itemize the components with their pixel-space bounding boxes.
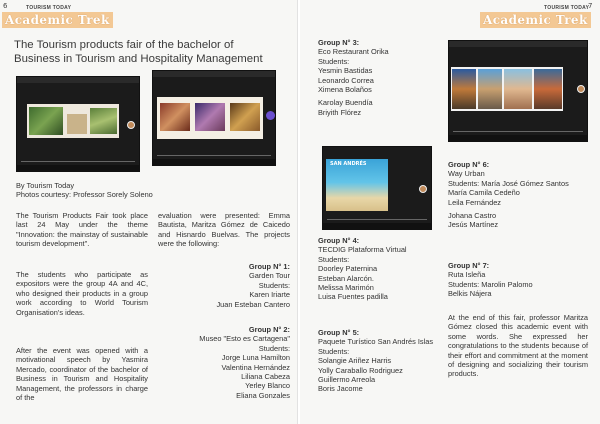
group-heading: Group N° 5: <box>318 328 360 337</box>
student-name: Yerley Blanco <box>245 381 290 391</box>
project-name: Paquete Turístico San Andrés Islas <box>318 337 434 347</box>
student-name: Juan Esteban Cantero <box>216 299 290 309</box>
slide-photo <box>504 69 532 109</box>
paragraph: The students who participate as expositors were the group 4A and 4C, who designed their products in a group work according to World Tourism Organisation's ideas. <box>16 270 148 317</box>
student-name: Esteban Alarcón. <box>318 273 374 283</box>
group-block <box>448 160 588 230</box>
student-name: Valentina Hernández <box>221 362 290 372</box>
playback-progress <box>453 131 583 132</box>
slide-title: SAN ANDRÉS <box>330 161 367 167</box>
group-block <box>158 262 290 309</box>
video-call-screenshot <box>152 70 276 166</box>
student-name: Liliana Cabeza <box>241 372 290 382</box>
students-line: Students: María José Gómez Santos <box>448 178 569 188</box>
group-block <box>318 38 442 117</box>
project-name: Eco Restaurant Orika <box>318 47 389 57</box>
student-name: Boris Jacome <box>318 384 363 394</box>
project-name: Way Urban <box>448 169 485 179</box>
photo-credits: Photos courtesy: Professor Sorely Soleno <box>16 190 153 200</box>
participant-avatar <box>577 85 585 93</box>
student-name: Solangie Ariñez Harris <box>318 356 392 366</box>
group-heading: Group N° 6: <box>448 160 490 169</box>
left-page <box>0 0 298 424</box>
magazine-brand: TOURISM TODAY <box>26 5 72 11</box>
author-line: By Tourism Today <box>16 181 75 190</box>
section-watermark: Academic Trek <box>2 12 113 28</box>
group-heading: Group N° 1: <box>248 262 290 271</box>
student-name: Jorge Luna Hamilton <box>221 353 290 363</box>
slide-photo <box>29 107 63 135</box>
project-name: Garden Tour <box>249 271 290 281</box>
participant-avatar <box>127 121 135 129</box>
call-toolbar <box>17 165 139 171</box>
page-number: 6 <box>3 2 8 10</box>
slide-photo <box>195 103 225 131</box>
group-heading: Group N° 7: <box>448 261 490 270</box>
closing-paragraph: At the end of this fair, professor Maritza Gómez closed this academic event with some words. She expressed her congratulations to the students because of their effort and commitment at the moment of designing and socializing their tourism products. <box>448 313 588 379</box>
student-name: Karolay Buendía <box>318 98 373 108</box>
paragraph: After the event was opened with a motivational speech by Yasmira Mercado, coordinator of the bachelor of Business in Tourism and Hospitality Management, the professors in charge of the <box>16 346 148 403</box>
video-call-screenshot <box>448 40 588 142</box>
window-titlebar <box>449 41 587 47</box>
presentation-slide <box>326 159 388 211</box>
call-toolbar <box>153 159 275 165</box>
group-heading: Group N° 3: <box>318 38 360 47</box>
playback-progress <box>21 161 135 162</box>
student-name: Melissa Marimón <box>318 283 374 293</box>
student-name: Luisa Fuentes padilla <box>318 292 388 302</box>
student-name: Yolly Caraballo Rodriguez <box>318 365 403 375</box>
slide-photo <box>452 69 476 109</box>
group-heading: Group N° 4: <box>318 236 360 245</box>
student-name: Belkis Nájera <box>448 289 492 299</box>
student-name: Eliana Gonzales <box>236 390 290 400</box>
window-titlebar <box>17 77 139 83</box>
student-name: Johana Castro <box>448 211 497 221</box>
group-block <box>318 236 442 302</box>
playback-progress <box>327 219 427 220</box>
student-name: María Camila Cedeño <box>448 188 520 198</box>
call-toolbar <box>449 135 587 141</box>
students-label: Students: <box>318 254 350 264</box>
slide-photo <box>478 69 502 109</box>
project-name: Ruta Isleña <box>448 270 486 280</box>
magazine-brand: TOURISM TODAY <box>544 5 590 11</box>
group-block <box>448 261 588 299</box>
student-name: Ximena Bolaños <box>318 85 372 95</box>
students-label: Students: <box>258 343 290 353</box>
student-name: Guillermo Arreola <box>318 375 376 385</box>
student-name: Jesús Martínez <box>448 220 499 230</box>
playback-progress <box>157 155 271 156</box>
student-name: Karen Iriarte <box>249 290 290 300</box>
window-titlebar <box>153 71 275 77</box>
participant-avatar <box>419 185 427 193</box>
project-name: TECDIG Plataforma Virtual <box>318 245 407 255</box>
call-toolbar <box>323 223 431 229</box>
presentation-slide <box>451 67 563 111</box>
group-block <box>158 325 290 400</box>
presentation-slide <box>27 104 119 138</box>
slide-photo <box>90 108 117 134</box>
byline <box>16 181 156 200</box>
page-number: 7 <box>588 2 593 10</box>
paragraph: The Tourism Products Fair took place last 24 May under the theme "Innovation: the mainstay of sustainable tourism development". <box>16 211 148 249</box>
group-heading: Group N° 2: <box>248 325 290 334</box>
participant-badge <box>266 111 275 120</box>
video-call-screenshot <box>16 76 140 172</box>
slide-photo <box>160 103 190 131</box>
students-label: Students: <box>318 56 350 66</box>
slide-photo <box>67 114 87 134</box>
slide-photo <box>534 69 562 109</box>
students-line: Students: Marolin Palomo <box>448 279 533 289</box>
project-name: Museo "Esto es Cartagena" <box>199 334 290 344</box>
student-name: Leila Fernández <box>448 197 502 207</box>
group-block <box>318 328 442 394</box>
presentation-slide <box>157 97 263 139</box>
slide-photo <box>230 103 260 131</box>
section-watermark: Academic Trek <box>480 12 591 28</box>
student-name: Doorley Paternina <box>318 264 378 274</box>
video-call-screenshot <box>322 146 432 230</box>
student-name: Briyith Flórez <box>318 107 362 117</box>
article-title: The Tourism products fair of the bachelor of Business in Tourism and Hospitality Management <box>14 39 263 65</box>
paragraph: evaluation were presented: Emma Bautista, Maritza Gómez de Caicedo and Hisnardo Buelvas. The projects were the following: <box>158 211 290 249</box>
student-name: Leonardo Correa <box>318 75 374 85</box>
student-name: Yesmin Bastidas <box>318 66 373 76</box>
students-label: Students: <box>258 280 290 290</box>
students-label: Students: <box>318 346 350 356</box>
